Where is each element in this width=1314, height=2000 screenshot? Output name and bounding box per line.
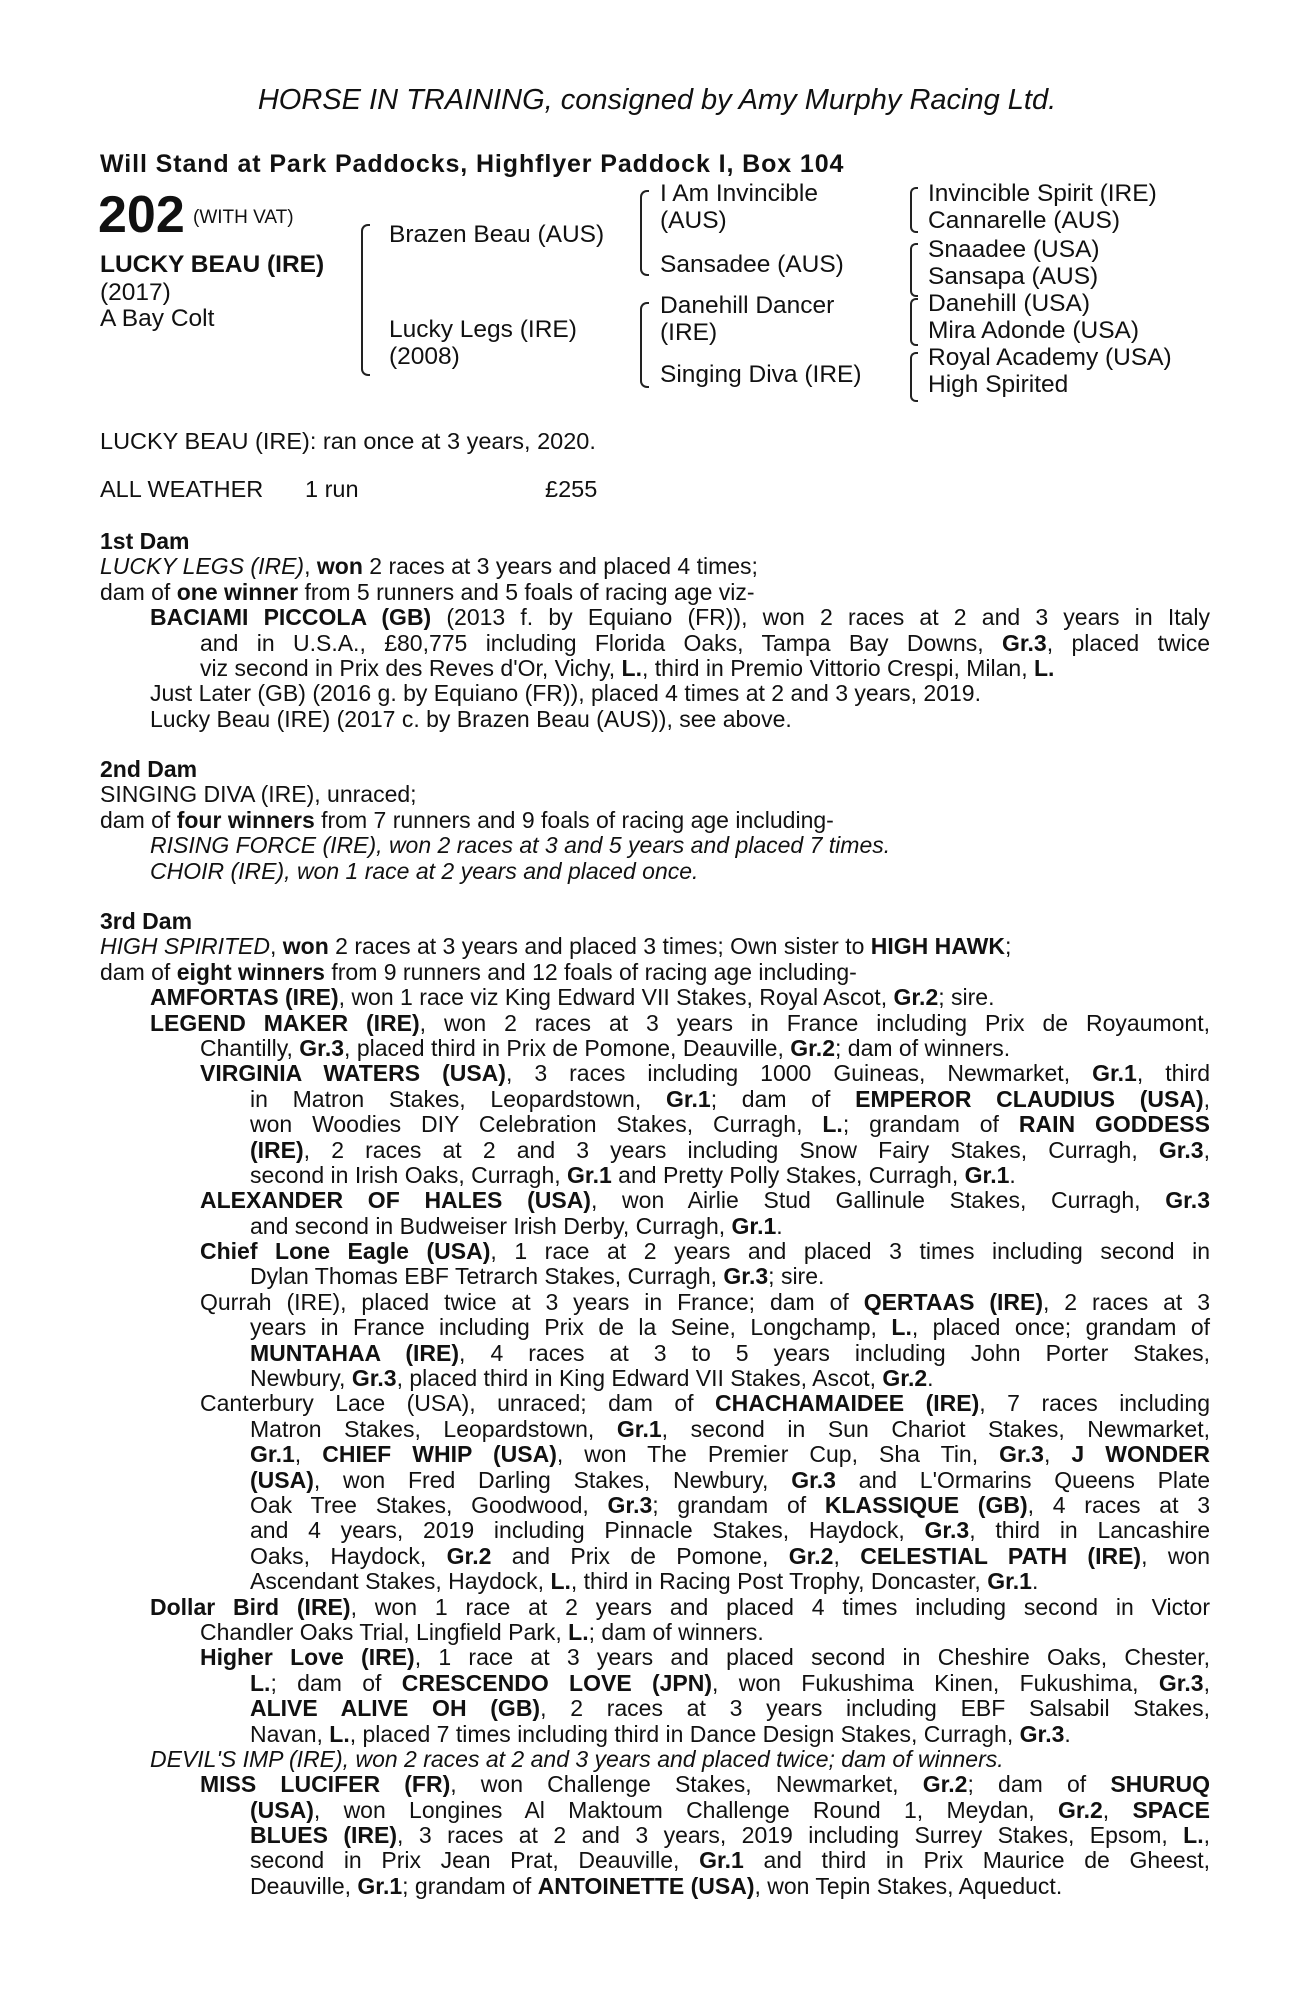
third-dam-line: Oak Tree Stakes, Goodwood, Gr.3; grandam of KLASSIQUE (GB), 4 races at 3: [250, 1491, 1210, 1518]
consignor-heading: HORSE IN TRAINING, consigned by Amy Murphy Racing Ltd.: [257, 84, 1057, 116]
third-dam-line: Deauville, Gr.1; grandam of ANTOINETTE (USA), won Tepin Stakes, Aqueduct.: [250, 1872, 1063, 1899]
pedigree-brace-g3: [910, 298, 918, 346]
third-dam-line: MISS LUCIFER (FR), won Challenge Stakes, Newmarket, Gr.2; dam of SHURUQ: [200, 1771, 1210, 1798]
vat-note: (WITH VAT): [193, 207, 294, 228]
lot-number: 202: [98, 186, 185, 244]
record-surface: ALL WEATHER: [100, 476, 264, 502]
third-dam-line: Gr.1, CHIEF WHIP (USA), won The Premier Cup, Sha Tin, Gr.3, J WONDER: [250, 1441, 1211, 1468]
third-dam-line: dam of eight winners from 9 runners and 12 foals of racing age including-: [100, 958, 857, 985]
third-dam-line: VIRGINIA WATERS (USA), 3 races including 1000 Guineas, Newmarket, Gr.1, third: [200, 1060, 1210, 1087]
third-dam-line: Matron Stakes, Leopardstown, Gr.1, second in Sun Chariot Stakes, Newmarket,: [250, 1415, 1211, 1442]
pedigree-g7: Royal Academy (USA): [928, 344, 1172, 371]
pedigree-brace-g1: [910, 187, 918, 233]
pedigree-g1: Invincible Spirit (IRE): [928, 180, 1157, 207]
third-dam-line: (USA), won Fred Darling Stakes, Newbury, Gr.3 and L'Ormarins Queens Plate: [250, 1466, 1210, 1493]
race-record-summary: LUCKY BEAU (IRE): ran once at 3 years, 2020.: [100, 428, 596, 454]
third-dam-line: Chief Lone Eagle (USA), 1 race at 2 years and placed 3 times including second in: [200, 1238, 1210, 1265]
third-dam-line: BLUES (IRE), 3 races at 2 and 3 years, 2019 including Surrey Stakes, Epsom, L.,: [250, 1822, 1211, 1849]
record-earnings: £255: [545, 476, 598, 502]
lot-year: (2017): [100, 279, 171, 306]
third-dam-line: (IRE), 2 races at 2 and 3 years including Snow Fairy Stakes, Curragh, Gr.3,: [250, 1136, 1210, 1163]
lot-horse-name: LUCKY BEAU (IRE): [100, 251, 325, 278]
third-dam-line: Oaks, Haydock, Gr.2 and Prix de Pomone, Gr.2, CELESTIAL PATH (IRE), won: [250, 1542, 1211, 1569]
third-dam-line: DEVIL'S IMP (IRE), won 2 races at 2 and 3 years and placed twice; dam of winners.: [150, 1745, 1004, 1772]
pedigree-g6: Mira Adonde (USA): [928, 317, 1140, 344]
stand-location: Will Stand at Park Paddocks, Highflyer Paddock I, Box 104: [100, 150, 845, 178]
pedigree-brace-main: [361, 224, 370, 376]
pedigree-g3: Snaadee (USA): [928, 236, 1100, 263]
third-dam-section: [100, 909, 1210, 1899]
first-dam-line: LUCKY LEGS (IRE), won 2 races at 3 years and placed 4 times;: [100, 553, 758, 580]
third-dam-line: won Woodies DIY Celebration Stakes, Curragh, L.; grandam of RAIN GODDESS: [250, 1111, 1210, 1138]
first-dam-line: dam of one winner from 5 runners and 5 foals of racing age viz-: [100, 578, 755, 605]
first-dam-line: BACIAMI PICCOLA (GB) (2013 f. by Equiano (FR)), won 2 races at 2 and 3 years in Italy: [150, 604, 1211, 631]
pedigree-sire-sire-line2: (AUS): [660, 207, 727, 234]
third-dam-line: Qurrah (IRE), placed twice at 3 years in France; dam of QERTAAS (IRE), 2 races at 3: [200, 1288, 1211, 1315]
third-dam-line: Navan, L., placed 7 times including third in Dance Design Stakes, Curragh, Gr.3.: [250, 1720, 1071, 1747]
third-dam-line: and second in Budweiser Irish Derby, Curragh, Gr.1.: [250, 1212, 783, 1239]
pedigree-brace-sire: [640, 190, 649, 276]
first-dam-section: [100, 529, 1210, 732]
third-dam-line: second in Prix Jean Prat, Deauville, Gr.1 and third in Prix Maurice de Gheest,: [250, 1847, 1210, 1874]
record-runs: 1 run: [305, 476, 359, 502]
pedigree-g5: Danehill (USA): [928, 290, 1091, 317]
third-dam-line: (USA), won Longines Al Maktoum Challenge Round 1, Meydan, Gr.2, SPACE: [250, 1796, 1210, 1823]
third-dam-line: Canterbury Lace (USA), unraced; dam of CHACHAMAIDEE (IRE), 7 races including: [200, 1390, 1210, 1417]
pedigree-g2: Cannarelle (AUS): [928, 207, 1120, 234]
pedigree-dam-sire-line1: Danehill Dancer: [660, 292, 835, 319]
pedigree-dam-line2: (2008): [389, 343, 460, 370]
third-dam-line: ALEXANDER OF HALES (USA), won Airlie Stud Gallinule Stakes, Curragh, Gr.3: [200, 1187, 1210, 1214]
third-dam-line: and 4 years, 2019 including Pinnacle Stakes, Haydock, Gr.3, third in Lancashire: [250, 1517, 1210, 1544]
third-dam-line: L.; dam of CRESCENDO LOVE (JPN), won Fukushima Kinen, Fukushima, Gr.3,: [250, 1669, 1210, 1696]
pedigree-sire: Brazen Beau (AUS): [389, 221, 605, 248]
pedigree-dam-dam: Singing Diva (IRE): [660, 361, 862, 388]
third-dam-line: ALIVE ALIVE OH (GB), 2 races at 3 years including EBF Salsabil Stakes,: [250, 1695, 1210, 1722]
third-dam-line: years in France including Prix de la Seine, Longchamp, L., placed once; grandam of: [250, 1314, 1210, 1341]
pedigree-brace-dam: [640, 302, 649, 388]
third-dam-line: Higher Love (IRE), 1 race at 3 years and placed second in Cheshire Oaks, Chester,: [200, 1644, 1211, 1671]
first-dam-line: viz second in Prix des Reves d'Or, Vichy, L., third in Premio Vittorio Crespi, Milan, L.: [200, 654, 1055, 681]
third-dam-line: Chantilly, Gr.3, placed third in Prix de Pomone, Deauville, Gr.2; dam of winners.: [200, 1034, 1011, 1061]
second-dam-section: [100, 757, 1210, 884]
third-dam-line: second in Irish Oaks, Curragh, Gr.1 and Pretty Polly Stakes, Curragh, Gr.1.: [250, 1161, 1016, 1188]
first-dam-line: and in U.S.A., £80,775 including Florida Oaks, Tampa Bay Downs, Gr.3, placed twice: [200, 629, 1210, 656]
second-dam-line: CHOIR (IRE), won 1 race at 2 years and placed once.: [150, 857, 699, 884]
first-dam-line: Just Later (GB) (2016 g. by Equiano (FR)), placed 4 times at 2 and 3 years, 2019.: [150, 680, 981, 707]
second-dam-line: RISING FORCE (IRE), won 2 races at 3 and 5 years and placed 7 times.: [150, 832, 891, 859]
third-dam-line: AMFORTAS (IRE), won 1 race viz King Edward VII Stakes, Royal Ascot, Gr.2; sire.: [150, 984, 995, 1011]
pedigree-brace-g4: [910, 352, 918, 402]
second-dam-heading: 2nd Dam: [100, 756, 198, 782]
third-dam-line: Dylan Thomas EBF Tetrarch Stakes, Curragh, Gr.3; sire.: [250, 1263, 825, 1290]
third-dam-line: Ascendant Stakes, Haydock, L., third in Racing Post Trophy, Doncaster, Gr.1.: [250, 1568, 1039, 1595]
first-dam-line: Lucky Beau (IRE) (2017 c. by Brazen Beau (AUS)), see above.: [150, 705, 792, 732]
third-dam-heading: 3rd Dam: [100, 908, 193, 934]
third-dam-line: MUNTAHAA (IRE), 4 races at 3 to 5 years including John Porter Stakes,: [250, 1339, 1211, 1366]
third-dam-line: Chandler Oaks Trial, Lingfield Park, L.; dam of winners.: [200, 1618, 764, 1645]
pedigree-dam-line1: Lucky Legs (IRE): [389, 316, 577, 343]
third-dam-line: in Matron Stakes, Leopardstown, Gr.1; dam of EMPEROR CLAUDIUS (USA),: [250, 1085, 1210, 1112]
first-dam-heading: 1st Dam: [100, 528, 190, 554]
pedigree-brace-g2: [910, 243, 918, 297]
third-dam-line: Newbury, Gr.3, placed third in King Edward VII Stakes, Ascot, Gr.2.: [250, 1365, 934, 1392]
second-dam-line: SINGING DIVA (IRE), unraced;: [100, 781, 417, 808]
third-dam-line: LEGEND MAKER (IRE), won 2 races at 3 years in France including Prix de Royaumont,: [150, 1009, 1210, 1036]
dam-name: LUCKY LEGS (IRE): [100, 553, 305, 580]
pedigree-sire-sire-line1: I Am Invincible: [660, 180, 818, 207]
pedigree-sire-dam: Sansadee (AUS): [660, 251, 844, 278]
lot-description: A Bay Colt: [100, 305, 215, 332]
horse-name: BACIAMI PICCOLA (GB): [150, 604, 432, 631]
third-dam-line: HIGH SPIRITED, won 2 races at 3 years and placed 3 times; Own sister to HIGH HAWK;: [100, 933, 1012, 960]
third-dam-line: Dollar Bird (IRE), won 1 race at 2 years and placed 4 times including second in Victor: [150, 1593, 1211, 1620]
pedigree-dam-sire-line2: (IRE): [660, 319, 718, 346]
second-dam-line: dam of four winners from 7 runners and 9 foals of racing age including-: [100, 806, 834, 833]
pedigree-g8: High Spirited: [928, 371, 1069, 398]
pedigree-g4: Sansapa (AUS): [928, 263, 1099, 290]
